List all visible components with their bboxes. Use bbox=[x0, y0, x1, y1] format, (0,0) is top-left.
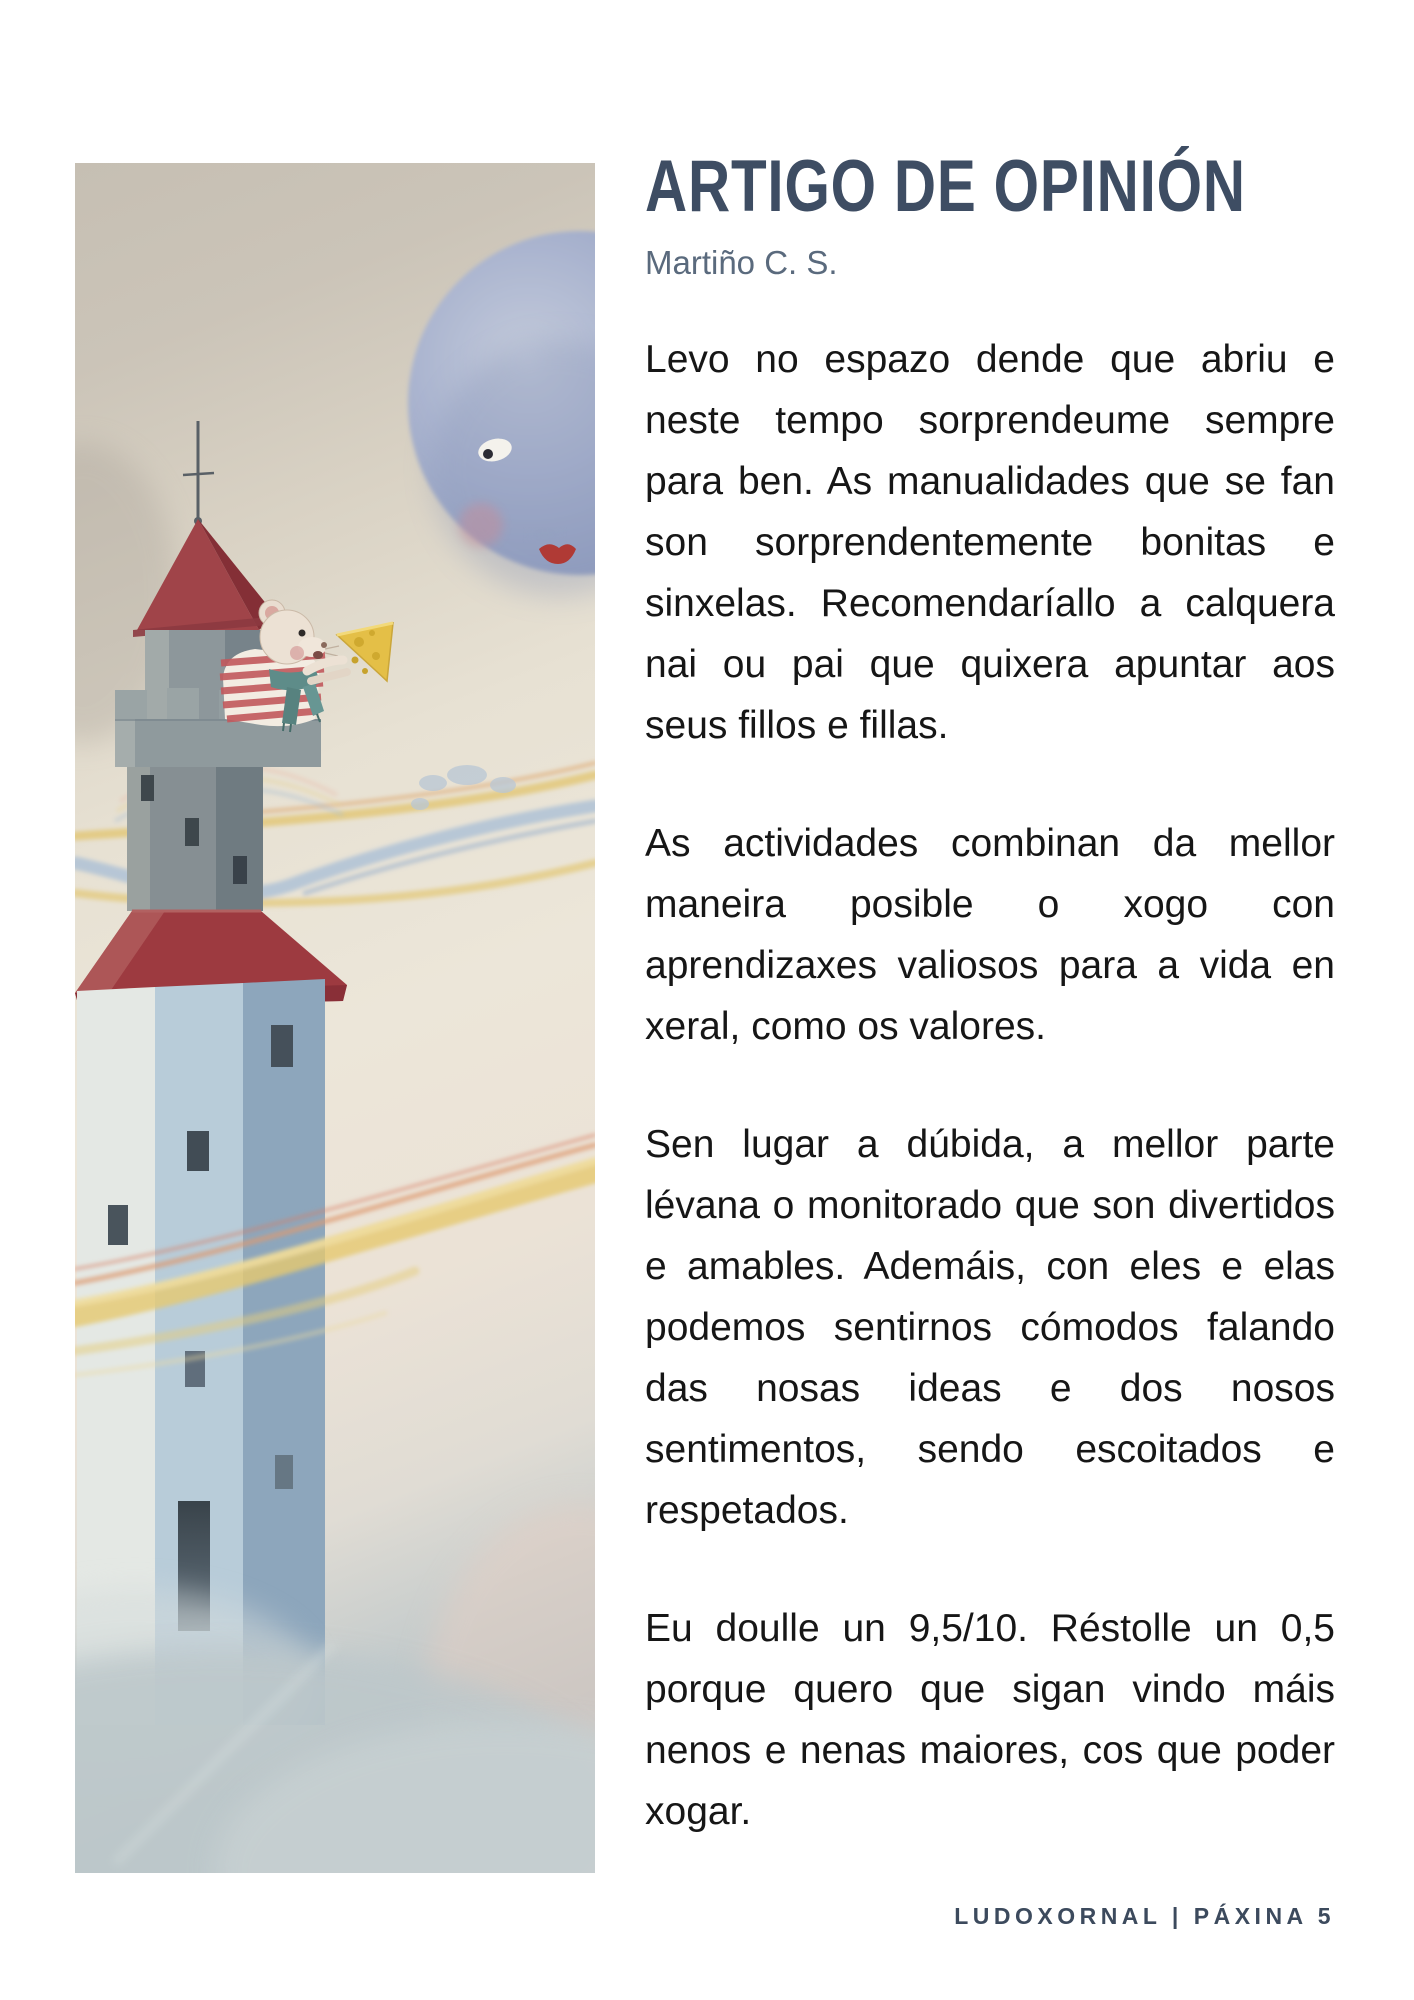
mouse-cheek bbox=[290, 646, 304, 660]
illustration-painting bbox=[75, 163, 595, 1873]
page-footer: LUDOXORNAL | PÁXINA 5 bbox=[954, 1903, 1335, 1929]
article-body bbox=[645, 329, 1335, 1842]
moon-cheek bbox=[459, 503, 503, 547]
article-column bbox=[645, 146, 1335, 1842]
paragraph-2: As actividades combinan da mellor maneira posible o xogo con aprendizaxes valiosos para a vida en xeral, como os valores. bbox=[645, 822, 1335, 1048]
mouse-mouth bbox=[313, 651, 323, 659]
page-title: ARTIGO DE OPINIÓN bbox=[645, 146, 1246, 227]
mouse-nose bbox=[321, 642, 327, 648]
moon-eye bbox=[483, 449, 493, 459]
paragraph-1: Levo no espazo dende que abriu e neste tempo sorprendeume sempre para ben. As manualidades que se fan son sorprendentemente bonitas e sinxelas. Recomendaríallo a calquera nai ou pai que quixera apuntar aos seus fillos e fillas. bbox=[645, 338, 1335, 747]
mouse-eye bbox=[299, 630, 306, 637]
paragraph-3: Sen lugar a dúbida, a mellor parte lévana o monitorado que son divertidos e amables. Ademáis, con eles e elas podemos sentirnos cómodos falando das nosas ideas e dos nosos sentimentos, sendo escoitados e respetados. bbox=[645, 1123, 1335, 1532]
paragraph-4: Eu doulle un 9,5/10. Réstolle un 0,5 porque quero que sigan vindo máis nenos e nenas maiores, cos que poder xogar. bbox=[645, 1607, 1335, 1833]
illustration-svg bbox=[75, 163, 595, 1873]
author-byline: Martiño C. S. bbox=[645, 244, 838, 281]
keep bbox=[127, 767, 263, 911]
